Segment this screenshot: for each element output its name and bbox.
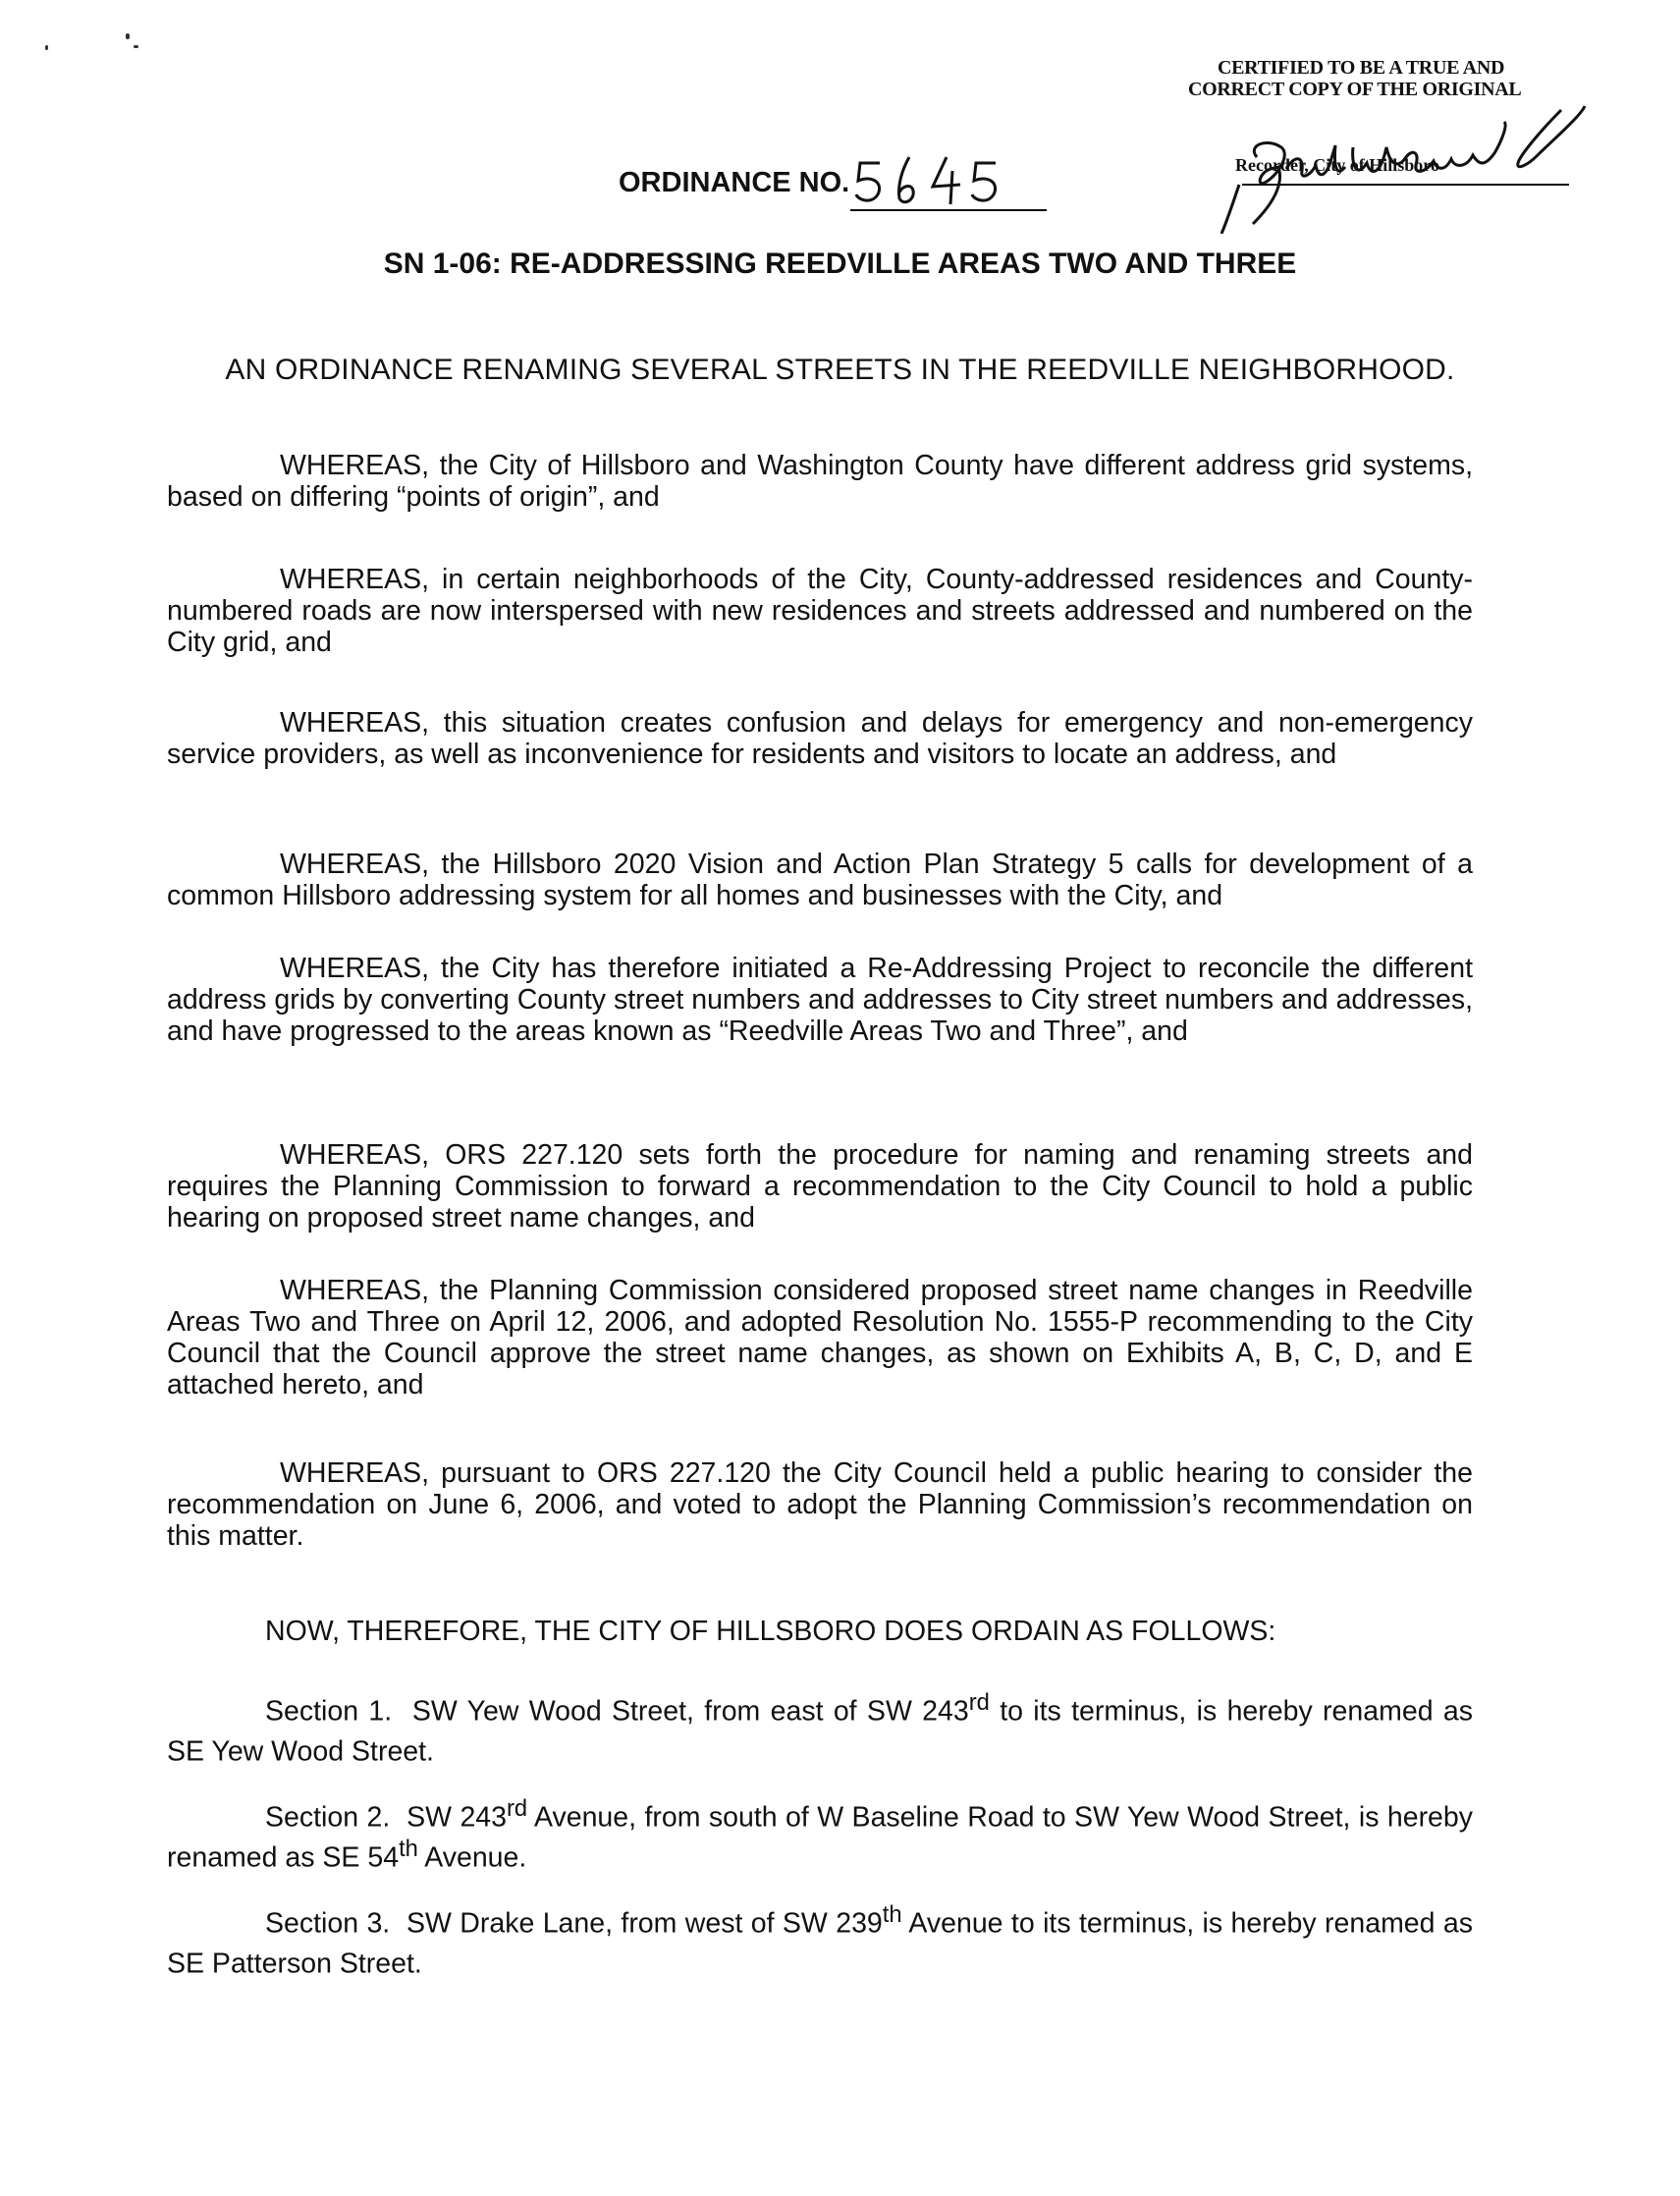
whereas-text: WHEREAS, the City of Hillsboro and Washington County have different address grid systems, based on differing “points of origin”, and	[167, 450, 1473, 513]
whereas-clause	[167, 1275, 1473, 1400]
ordinance-subtitle: AN ORDINANCE RENAMING SEVERAL STREETS IN THE REEDVILLE NEIGHBORHOOD.	[225, 354, 1455, 386]
ordinal-suffix: th	[399, 1835, 418, 1862]
ordinal-suffix: rd	[968, 1689, 990, 1716]
whereas-text: WHEREAS, the Planning Commission considered proposed street name changes in Reedville Areas Two and Three on April 12, 2006, and adopted Resolution No. 1555-P recommending to the City Council that the Council approve the street name changes, as shown on Exhibits A, B, C, D, and E attached hereto, and	[167, 1275, 1473, 1400]
section-text: Avenue.	[417, 1841, 527, 1873]
whereas-clause	[167, 564, 1473, 658]
section-paragraph	[167, 1793, 1473, 1873]
whereas-text: WHEREAS, pursuant to ORS 227.120 the City Council held a public hearing to consider the recommendation on June 6, 2006, and voted to adopt the Planning Commission’s recommendation on this matter.	[167, 1457, 1473, 1552]
whereas-text: WHEREAS, the City has therefore initiated a Re-Addressing Project to reconcile the different address grids by converting County street numbers and addresses to City street numbers and addresses, and have progressed to the areas known as “Reedville Areas Two and Three”, and	[167, 953, 1473, 1047]
scan-speck	[45, 45, 48, 50]
whereas-text: WHEREAS, the Hillsboro 2020 Vision and Action Plan Strategy 5 calls for development of a common Hillsboro addressing system for all homes and businesses with the City, and	[167, 849, 1473, 911]
scan-speck	[134, 45, 138, 48]
whereas-clause	[167, 849, 1473, 911]
whereas-text: WHEREAS, ORS 227.120 sets forth the procedure for naming and renaming streets and requires the Planning Commission to forward a recommendation to the City Council to hold a public hearing on proposed street name changes, and	[167, 1139, 1473, 1234]
recorder-title: Recorder, City of Hillsboro	[1235, 155, 1439, 175]
section-text: SW Drake Lane, from west of SW 239	[406, 1907, 883, 1940]
certification-line-2: CORRECT COPY OF THE ORIGINAL	[1188, 79, 1522, 100]
certification-stamp	[1188, 57, 1600, 175]
whereas-clause	[167, 1139, 1473, 1234]
section-label: Section 1.	[265, 1695, 393, 1728]
handwritten-ordinance-number	[852, 149, 1049, 210]
whereas-text: WHEREAS, in certain neighborhoods of the City, County-addressed residences and County-numbered roads are now interspersed with new residences and streets addressed and numbered on the City grid, and	[167, 564, 1473, 658]
ordinance-label: ORDINANCE NO.	[619, 167, 850, 198]
section-label: Section 2.	[265, 1801, 391, 1834]
certification-line-1: CERTIFIED TO BE A TRUE AND	[1218, 57, 1505, 79]
whereas-text: WHEREAS, this situation creates confusion and delays for emergency and non-emergency service providers, as well as inconvenience for residents and visitors to locate an address, and	[167, 707, 1473, 770]
section-text: SW 243	[406, 1801, 508, 1834]
section-paragraph	[167, 1687, 1473, 1767]
document-heading: SN 1-06: RE-ADDRESSING REEDVILLE AREAS TWO AND THREE	[383, 247, 1297, 280]
section-text: Avenue, from south of W Baseline Road to SW Yew Wood Street, is hereby renamed as SE 54	[167, 1801, 1474, 1873]
whereas-clause	[167, 1457, 1473, 1552]
section-text: Avenue to its terminus, is hereby renamed as SE Patterson Street.	[167, 1907, 1473, 1979]
ordinal-suffix: rd	[507, 1795, 528, 1822]
section-text: SW Yew Wood Street, from east of SW 243	[411, 1695, 969, 1728]
section-label: Section 3.	[265, 1907, 391, 1940]
section-text: to its terminus, is hereby renamed as SE Yew Wood Street.	[167, 1695, 1473, 1767]
scan-speck	[126, 33, 130, 39]
whereas-clause	[167, 953, 1473, 1047]
ordinal-suffix: th	[882, 1901, 902, 1928]
section-paragraph	[167, 1899, 1473, 1979]
whereas-clause	[167, 707, 1473, 770]
ordinance-number-underline	[850, 209, 1047, 211]
whereas-clause	[167, 450, 1473, 513]
now-therefore-clause: NOW, THEREFORE, THE CITY OF HILLSBORO DOES ORDAIN AS FOLLOWS:	[265, 1616, 1276, 1647]
